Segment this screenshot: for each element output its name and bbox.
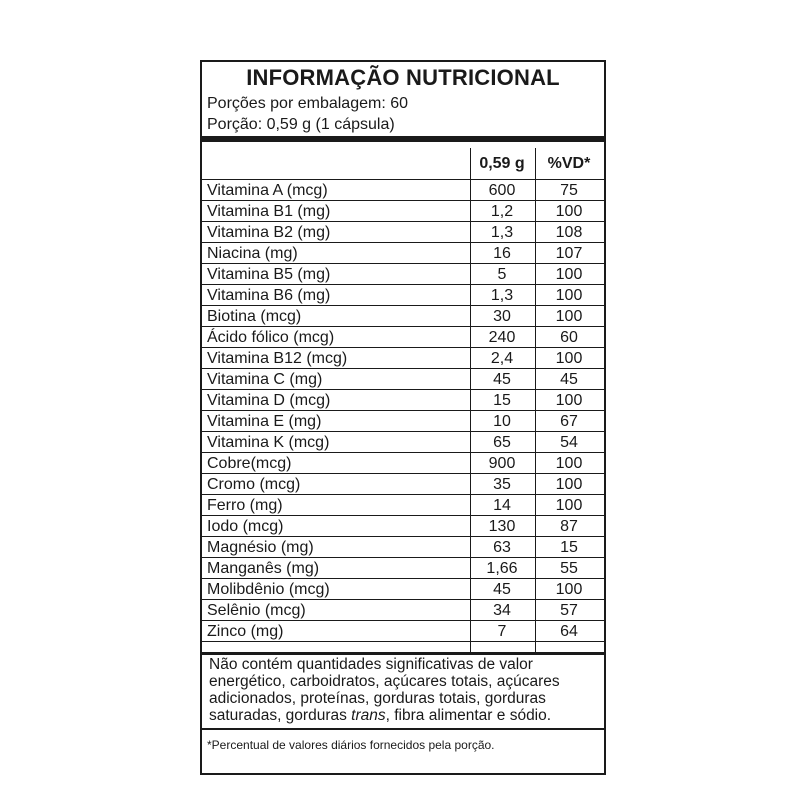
nutrient-name: Niacina (mg) — [207, 245, 298, 262]
table-row — [202, 621, 604, 642]
nutrient-name: Vitamina B2 (mg) — [207, 224, 331, 241]
table-header-row — [202, 148, 604, 180]
nutrient-name: Magnésio (mg) — [207, 539, 314, 556]
servings-per-package: Porções por embalagem: 60 — [207, 95, 408, 112]
table-row — [202, 390, 604, 411]
nutrient-daily-value: 15 — [560, 539, 578, 556]
panel-title: INFORMAÇÃO NUTRICIONAL — [246, 65, 560, 90]
section-divider — [202, 652, 604, 655]
nutrient-name: Molibdênio (mcg) — [207, 581, 330, 598]
table-row — [202, 327, 604, 348]
table-row — [202, 558, 604, 579]
table-row — [202, 516, 604, 537]
nutrient-daily-value: 100 — [555, 266, 583, 283]
nutrient-daily-value: 100 — [555, 287, 583, 304]
nutrient-amount: 16 — [493, 245, 511, 262]
nutrient-name: Vitamina A (mcg) — [207, 182, 328, 199]
nutrient-daily-value: 100 — [555, 497, 583, 514]
nutrient-amount: 35 — [493, 476, 511, 493]
table-row — [202, 411, 604, 432]
table-row — [202, 453, 604, 474]
nutrient-daily-value: 64 — [560, 623, 578, 640]
nutrient-name: Vitamina K (mcg) — [207, 434, 330, 451]
nutrient-name: Vitamina B6 (mg) — [207, 287, 331, 304]
table-row — [202, 537, 604, 558]
table-row — [202, 306, 604, 327]
nutrient-name: Zinco (mg) — [207, 623, 284, 640]
table-row — [202, 264, 604, 285]
nutrient-daily-value: 107 — [555, 245, 583, 262]
nutrient-amount: 130 — [488, 518, 516, 535]
table-row — [202, 600, 604, 621]
nutrient-name: Vitamina D (mcg) — [207, 392, 331, 409]
nutrient-amount: 34 — [493, 602, 511, 619]
nutrient-amount: 1,2 — [490, 203, 514, 220]
nutrient-amount: 63 — [493, 539, 511, 556]
nutrient-amount: 14 — [493, 497, 511, 514]
column-header-daily-value: %VD* — [547, 155, 591, 172]
nutrient-name: Selênio (mcg) — [207, 602, 306, 619]
nutrient-amount: 45 — [493, 581, 511, 598]
table-row — [202, 243, 604, 264]
nutrient-daily-value: 100 — [555, 476, 583, 493]
nutrient-amount: 600 — [488, 182, 516, 199]
nutrient-name: Vitamina B5 (mg) — [207, 266, 331, 283]
nutrient-daily-value: 100 — [555, 455, 583, 472]
table-row — [202, 222, 604, 243]
nutrient-daily-value: 108 — [555, 224, 583, 241]
nutrient-daily-value: 100 — [555, 392, 583, 409]
nutrient-amount: 30 — [493, 308, 511, 325]
nutrient-name: Vitamina B1 (mg) — [207, 203, 331, 220]
nutrient-name: Vitamina C (mg) — [207, 371, 323, 388]
nutrient-daily-value: 100 — [555, 308, 583, 325]
nutrition-facts-panel — [200, 60, 606, 775]
nutrient-amount: 1,3 — [490, 287, 514, 304]
nutrient-daily-value: 100 — [555, 203, 583, 220]
nutrient-amount: 45 — [493, 371, 511, 388]
nutrient-name: Biotina (mcg) — [207, 308, 302, 325]
portion-size: Porção: 0,59 g (1 cápsula) — [207, 116, 395, 133]
thick-divider — [202, 136, 604, 142]
table-row — [202, 432, 604, 453]
nutrient-amount: 1,66 — [486, 560, 518, 577]
nutrient-name: Vitamina B12 (mcg) — [207, 350, 348, 367]
nutrient-name: Iodo (mcg) — [207, 518, 284, 535]
nutrient-amount: 10 — [493, 413, 511, 430]
nutrient-daily-value: 100 — [555, 350, 583, 367]
nutrient-amount: 240 — [488, 329, 516, 346]
table-row — [202, 285, 604, 306]
table-row — [202, 495, 604, 516]
column-divider — [535, 148, 536, 653]
table-row — [202, 579, 604, 600]
nutrient-daily-value: 54 — [560, 434, 578, 451]
nutrient-name: Ácido fólico (mcg) — [207, 329, 335, 346]
nutrient-daily-value: 87 — [560, 518, 578, 535]
nutrient-name: Ferro (mg) — [207, 497, 283, 514]
nutrient-table — [202, 148, 604, 642]
nutrient-name: Cobre(mcg) — [207, 455, 292, 472]
table-row — [202, 348, 604, 369]
nutrient-name: Manganês (mg) — [207, 560, 320, 577]
note-text-start: Não contém quantidades significativas de valor energético, carboidratos, açúcares totais, açúcares adicionados, proteínas, gorduras totais, gorduras saturadas, gorduras — [209, 656, 560, 724]
daily-value-footnote: *Percentual de valores diários fornecidos pela porção. — [207, 738, 495, 752]
nutrient-daily-value: 60 — [560, 329, 578, 346]
nutrient-amount: 2,4 — [490, 350, 514, 367]
nutrient-amount: 5 — [497, 266, 507, 283]
nutrient-daily-value: 100 — [555, 581, 583, 598]
note-text-end: , fibra alimentar e sódio. — [385, 707, 552, 724]
nutrient-daily-value: 67 — [560, 413, 578, 430]
table-row — [202, 474, 604, 495]
note-trans-word: trans — [351, 707, 386, 724]
nutrient-amount: 7 — [497, 623, 507, 640]
nutrient-name: Cromo (mcg) — [207, 476, 301, 493]
nutrient-daily-value: 75 — [560, 182, 578, 199]
nutrient-daily-value: 57 — [560, 602, 578, 619]
nutrient-amount: 1,3 — [490, 224, 514, 241]
table-row — [202, 201, 604, 222]
table-row — [202, 369, 604, 390]
nutrient-daily-value: 45 — [560, 371, 578, 388]
nutrient-name: Vitamina E (mg) — [207, 413, 322, 430]
table-row — [202, 180, 604, 201]
nutrient-amount: 65 — [493, 434, 511, 451]
not-significant-note — [209, 656, 601, 724]
nutrient-amount: 900 — [488, 455, 516, 472]
column-header-amount: 0,59 g — [479, 155, 525, 172]
nutrient-daily-value: 55 — [560, 560, 578, 577]
column-divider — [470, 148, 471, 653]
footnote-divider — [202, 728, 604, 730]
nutrient-amount: 15 — [493, 392, 511, 409]
